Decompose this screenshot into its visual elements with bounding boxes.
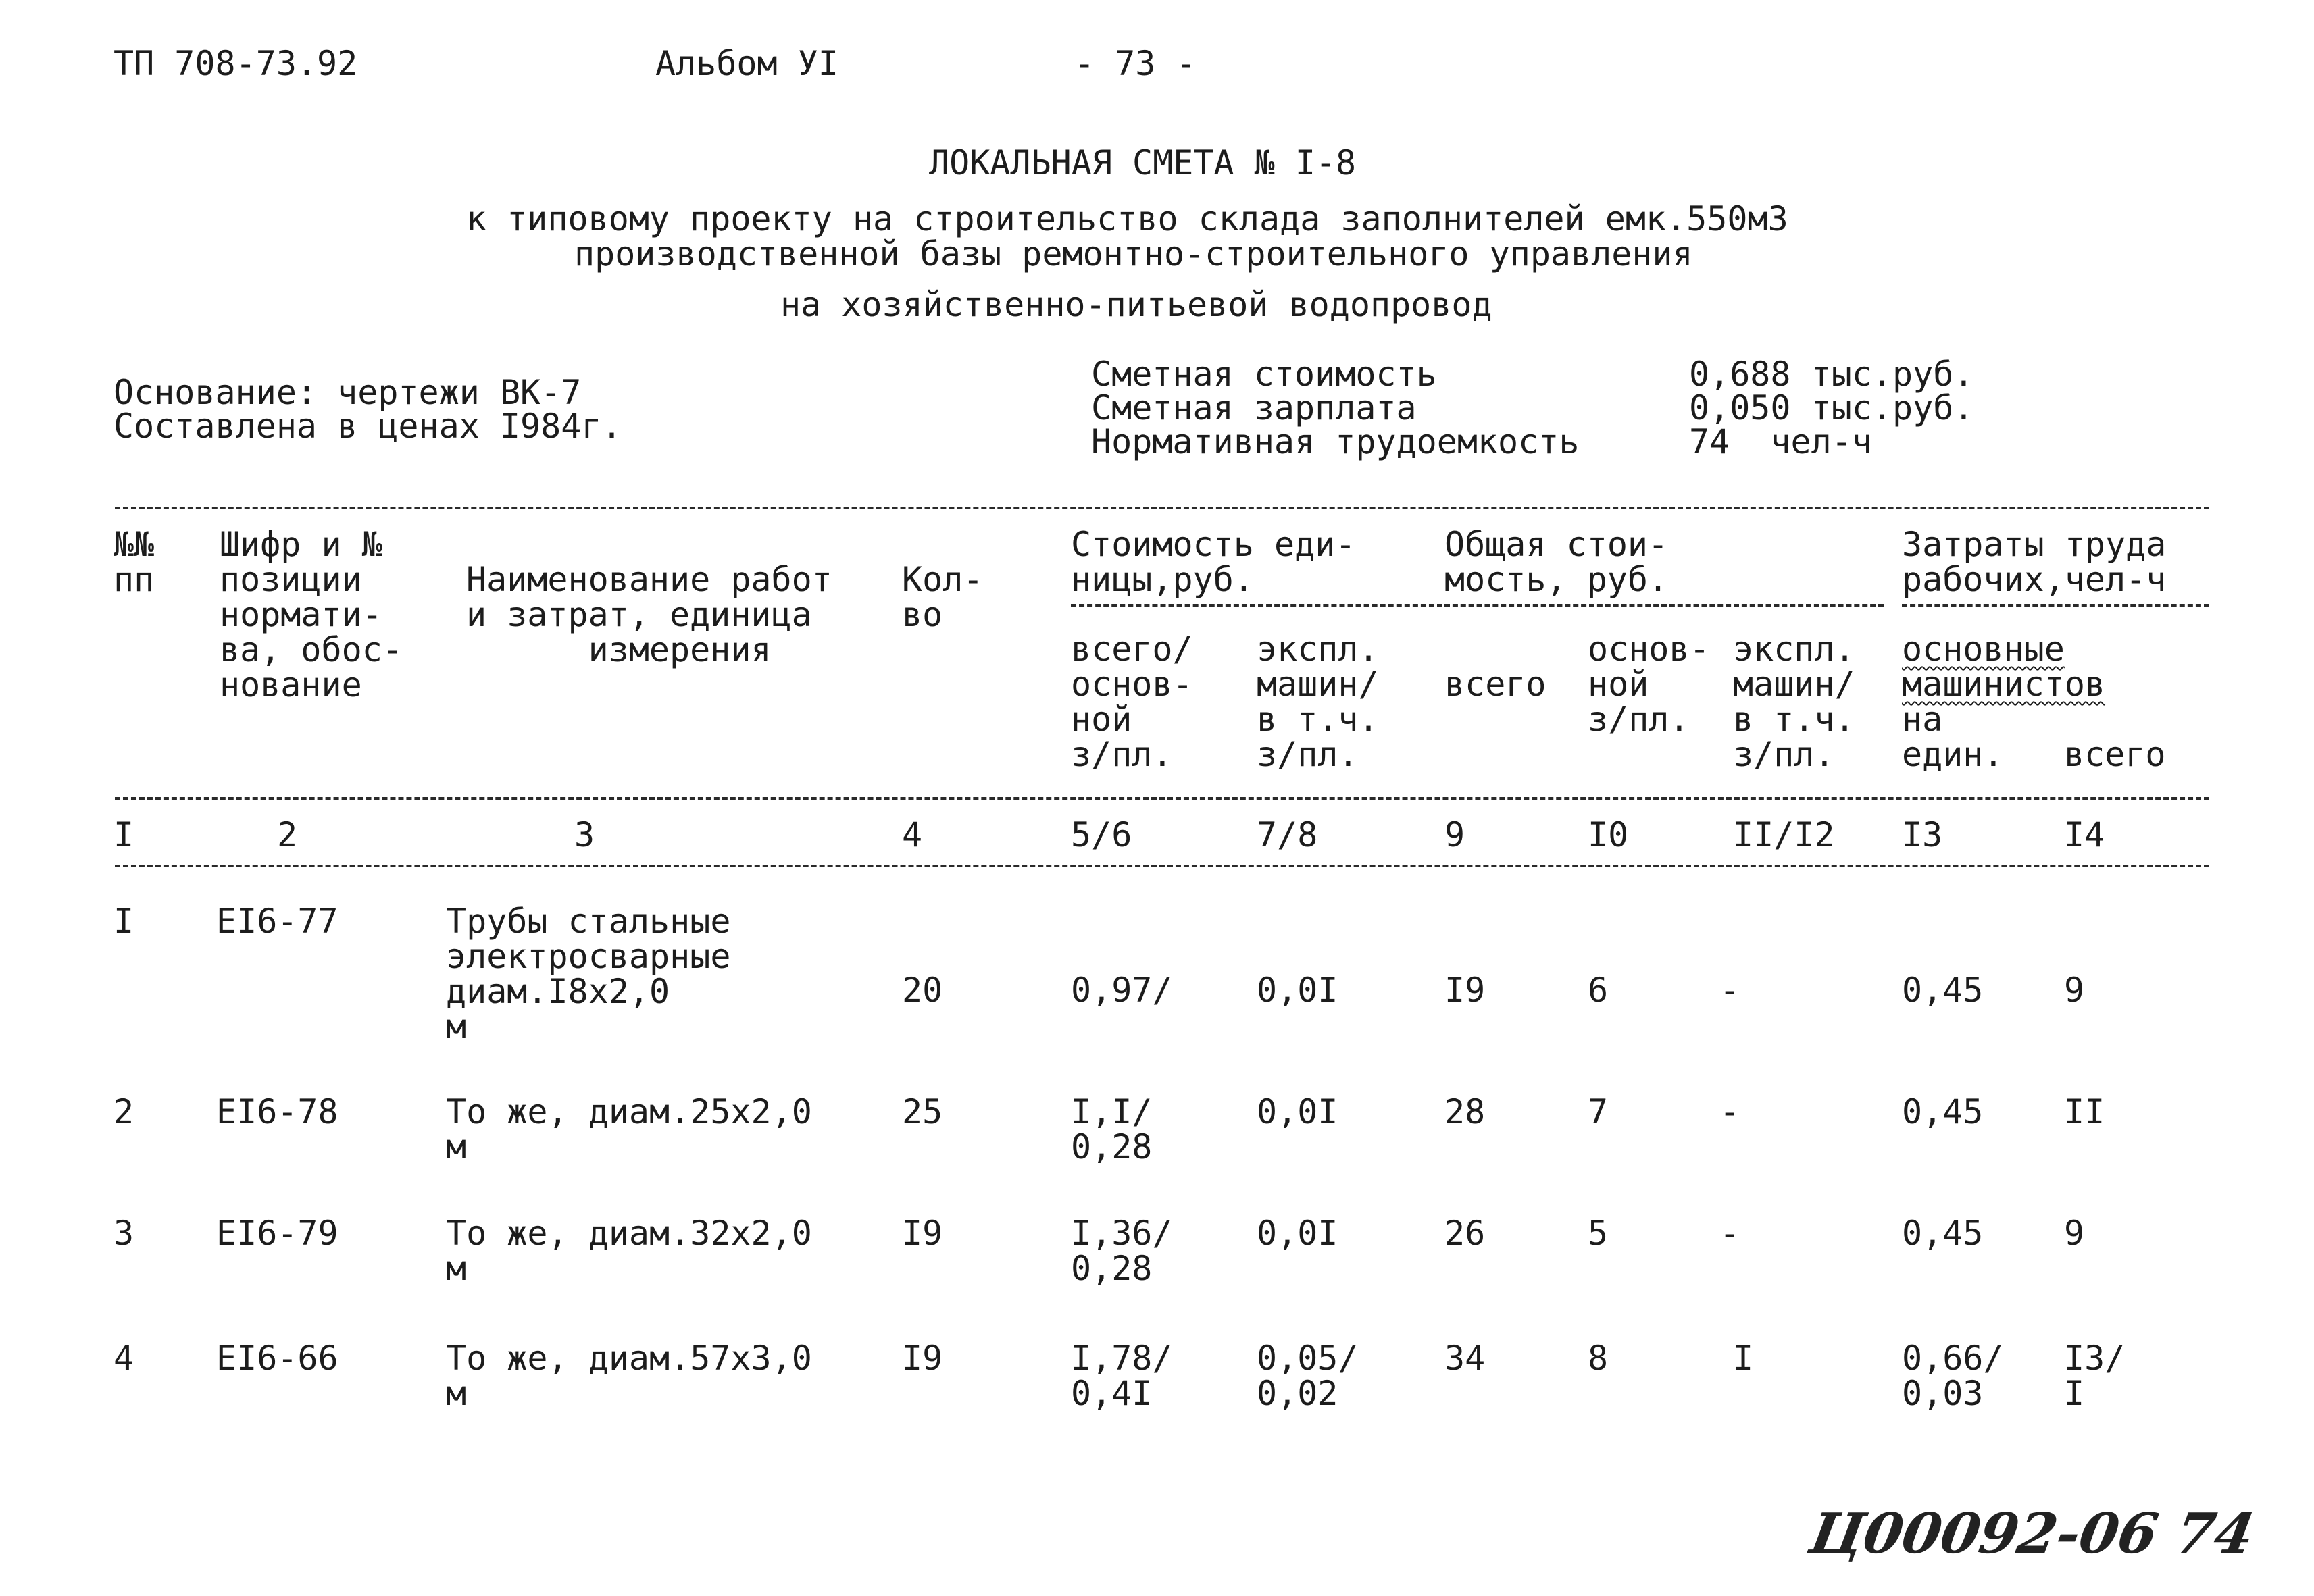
header-col-5: всего/ основ- ной з/пл. <box>1071 629 1193 774</box>
header-col-14: всего <box>2064 735 2166 774</box>
header-col-13-machinists: машинистов <box>1902 665 2106 704</box>
row4-qty: I9 <box>902 1339 943 1378</box>
basis-drawings: Основание: чертежи ВК-7 <box>114 373 582 412</box>
title-line-2: к типовому проекту на строительство склада заполнителей емк.550м3 <box>466 199 1788 238</box>
row1-machine-cost: 0,0I <box>1257 971 1338 1010</box>
header-col-10: основ- ной з/пл. <box>1588 629 1710 739</box>
header-col-13-main: основные <box>1902 629 2065 669</box>
document-title: ЛОКАЛЬНАЯ СМЕТА № I-8 <box>929 143 1357 182</box>
row1-qty: 20 <box>902 971 943 1010</box>
colnum-top-rule <box>115 797 2209 800</box>
header-col-11: экспл. машин/ в т.ч. з/пл. <box>1733 629 1855 774</box>
row1-num: I <box>114 902 134 941</box>
header-col-9: всего <box>1444 665 1546 704</box>
row2-unit-cost: I,I/ 0,28 <box>1071 1092 1153 1166</box>
colnum-7: 7/8 <box>1257 815 1318 854</box>
header-num: №№ пп <box>114 525 155 599</box>
row3-machine-exp: - <box>1719 1214 1740 1253</box>
row4-labor-total: I3/ I <box>2064 1339 2126 1413</box>
page-number: - 73 - <box>1074 44 1197 83</box>
row3-num: 3 <box>114 1214 134 1253</box>
handwritten-archive-number: Ц00092-06 74 <box>1805 1501 2259 1566</box>
row2-total: 28 <box>1444 1092 1486 1131</box>
row2-code: EI6-78 <box>216 1092 338 1131</box>
row3-labor-total: 9 <box>2064 1214 2085 1253</box>
title-line-3: производственной базы ремонтно-строительного управления <box>574 234 1693 274</box>
colnum-1: I <box>114 815 134 854</box>
row4-code: EI6-66 <box>216 1339 338 1378</box>
row4-name: То же, диам.57x3,0 м <box>446 1339 812 1413</box>
summary-label-cost: Сметная стоимость <box>1091 355 1437 394</box>
header-total-cost: Общая стои- мость, руб. <box>1444 525 1669 599</box>
row1-base-wage: 6 <box>1588 971 1609 1010</box>
project-code: ТП 708-73.92 <box>114 44 358 83</box>
summary-value-labor: 74 чел-ч <box>1689 422 1872 461</box>
header-code: Шифр и № позиции нормати- ва, обос- нование <box>220 525 403 704</box>
basis-prices: Составлена в ценах I984г. <box>114 407 622 446</box>
row4-total: 34 <box>1444 1339 1486 1378</box>
colnum-4: 4 <box>902 815 923 854</box>
header-col-13-unit: на един. <box>1902 700 2004 774</box>
summary-label-wage: Сметная зарплата <box>1091 388 1417 428</box>
header-unit-cost: Стоимость еди- ницы,руб. <box>1071 525 1356 599</box>
summary-value-wage: 0,050 тыс.руб. <box>1689 388 1974 428</box>
subheader-rule-labor <box>1902 604 2209 607</box>
colnum-10: I0 <box>1588 815 1629 854</box>
row3-total: 26 <box>1444 1214 1486 1253</box>
row1-total: I9 <box>1444 971 1486 1010</box>
row3-unit-cost: I,36/ 0,28 <box>1071 1214 1173 1288</box>
row4-machine-cost: 0,05/ 0,02 <box>1257 1339 1359 1413</box>
row4-base-wage: 8 <box>1588 1339 1609 1378</box>
row4-labor-unit: 0,66/ 0,03 <box>1902 1339 2004 1413</box>
summary-value-cost: 0,688 тыс.руб. <box>1689 355 1974 394</box>
colnum-2: 2 <box>277 815 298 854</box>
header-name: Наименование работ и затрат, единица измерения <box>466 560 832 669</box>
row2-labor-unit: 0,45 <box>1902 1092 1984 1131</box>
row3-name: То же, диам.32x2,0 м <box>446 1214 812 1288</box>
row1-machine-exp: - <box>1719 971 1740 1010</box>
header-qty: Кол- во <box>902 560 984 634</box>
row1-code: EI6-77 <box>216 902 338 941</box>
colnum-13: I3 <box>1902 815 1943 854</box>
summary-label-labor: Нормативная трудоемкость <box>1091 422 1580 461</box>
colnum-5: 5/6 <box>1071 815 1132 854</box>
row2-num: 2 <box>114 1092 134 1131</box>
row3-machine-cost: 0,0I <box>1257 1214 1338 1253</box>
row4-unit-cost: I,78/ 0,4I <box>1071 1339 1173 1413</box>
row2-machine-exp: - <box>1719 1092 1740 1131</box>
colnum-9: 9 <box>1444 815 1465 854</box>
colnum-bottom-rule <box>115 865 2209 867</box>
row1-labor-total: 9 <box>2064 971 2085 1010</box>
colnum-11: II/I2 <box>1733 815 1835 854</box>
colnum-3: 3 <box>574 815 595 854</box>
row2-base-wage: 7 <box>1588 1092 1609 1131</box>
subheader-rule-total <box>1444 604 1884 607</box>
title-line-4: на хозяйственно-питьевой водопровод <box>780 285 1492 324</box>
subheader-rule-unit <box>1071 604 1442 607</box>
colnum-14: I4 <box>2064 815 2105 854</box>
row3-labor-unit: 0,45 <box>1902 1214 1984 1253</box>
row2-qty: 25 <box>902 1092 943 1131</box>
row3-code: EI6-79 <box>216 1214 338 1253</box>
row4-num: 4 <box>114 1339 134 1378</box>
row1-name: Трубы стальные электросварные диам.I8x2,0 м <box>446 902 731 1046</box>
row1-unit-cost: 0,97/ <box>1071 971 1173 1010</box>
row4-machine-exp: I <box>1733 1339 1754 1378</box>
row2-labor-total: II <box>2064 1092 2105 1131</box>
header-col-7: экспл. машин/ в т.ч. з/пл. <box>1257 629 1379 774</box>
table-top-rule <box>115 507 2209 509</box>
row2-name: То же, диам.25x2,0 м <box>446 1092 812 1166</box>
header-labor: Затраты труда рабочих,чел-ч <box>1902 525 2167 599</box>
row3-base-wage: 5 <box>1588 1214 1609 1253</box>
album-label: Альбом УI <box>655 44 838 83</box>
row1-labor-unit: 0,45 <box>1902 971 1984 1010</box>
row2-machine-cost: 0,0I <box>1257 1092 1338 1131</box>
row3-qty: I9 <box>902 1214 943 1253</box>
